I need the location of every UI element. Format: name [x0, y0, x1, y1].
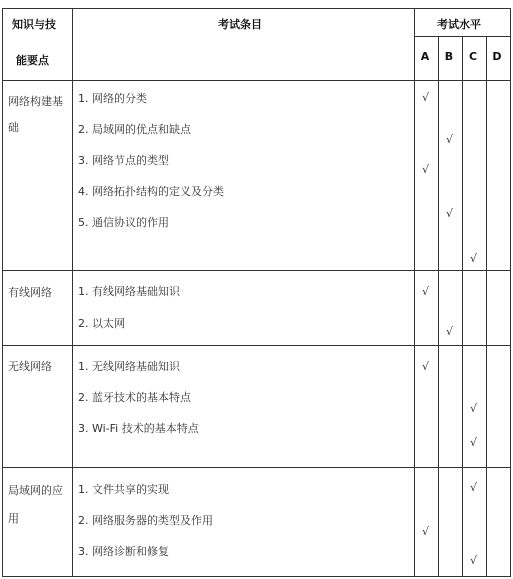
check-mark-icon: √: [422, 360, 430, 373]
topic-network-basics-line1: 网络构建基: [8, 95, 63, 108]
grade-column-divider: [486, 36, 487, 577]
header-items: 考试条目: [218, 18, 262, 31]
topic-wireless-network: 无线网络: [8, 360, 52, 373]
item-text: 4. 网络拓扑结构的定义及分类: [78, 185, 224, 198]
check-mark-icon: √: [470, 252, 478, 265]
grade-d-label: D: [492, 50, 502, 63]
grade-b-label: B: [444, 50, 454, 63]
header-knowledge-line2: 能要点: [16, 54, 49, 67]
grade-c-label: C: [468, 50, 478, 63]
check-mark-icon: √: [470, 481, 478, 494]
item-text: 2. 网络服务器的类型及作用: [78, 514, 213, 527]
check-mark-icon: √: [470, 554, 478, 567]
check-mark-icon: √: [470, 436, 478, 449]
item-text: 3. 网络节点的类型: [78, 154, 169, 167]
check-mark-icon: √: [422, 91, 430, 104]
table-border-left: [2, 8, 3, 577]
check-mark-icon: √: [422, 525, 430, 538]
check-mark-icon: √: [422, 163, 430, 176]
item-text: 1. 网络的分类: [78, 92, 147, 105]
header-level: 考试水平: [437, 18, 481, 31]
check-mark-icon: √: [446, 207, 454, 220]
item-text: 5. 通信协议的作用: [78, 216, 169, 229]
topic-lan-application-line2: 用: [8, 512, 19, 525]
table-border-right: [510, 8, 511, 577]
table-row-divider: [2, 467, 511, 468]
topic-wired-network: 有线网络: [8, 286, 52, 299]
grade-column-divider: [438, 36, 439, 577]
item-text: 2. 蓝牙技术的基本特点: [78, 391, 191, 404]
check-mark-icon: √: [446, 133, 454, 146]
grade-column-divider: [462, 36, 463, 577]
item-text: 2. 局域网的优点和缺点: [78, 123, 191, 136]
item-text: 1. 文件共享的实现: [78, 483, 169, 496]
table-row-divider: [2, 345, 511, 346]
table-column-divider: [414, 8, 415, 577]
item-text: 1. 有线网络基础知识: [78, 285, 180, 298]
topic-lan-application-line1: 局域网的应: [8, 484, 63, 497]
table-row-divider: [2, 80, 511, 81]
grade-a-label: A: [420, 50, 430, 63]
table-column-divider: [72, 8, 73, 577]
topic-network-basics-line2: 础: [8, 121, 19, 134]
check-mark-icon: √: [446, 325, 454, 338]
header-knowledge-line1: 知识与技: [12, 18, 56, 31]
table-row-divider: [2, 270, 511, 271]
item-text: 3. Wi-Fi 技术的基本特点: [78, 422, 199, 435]
check-mark-icon: √: [470, 402, 478, 415]
item-text: 2. 以太网: [78, 317, 125, 330]
item-text: 3. 网络诊断和修复: [78, 545, 169, 558]
table-row-divider: [2, 576, 511, 577]
item-text: 1. 无线网络基础知识: [78, 360, 180, 373]
table-row-divider: [2, 8, 511, 9]
check-mark-icon: √: [422, 285, 430, 298]
